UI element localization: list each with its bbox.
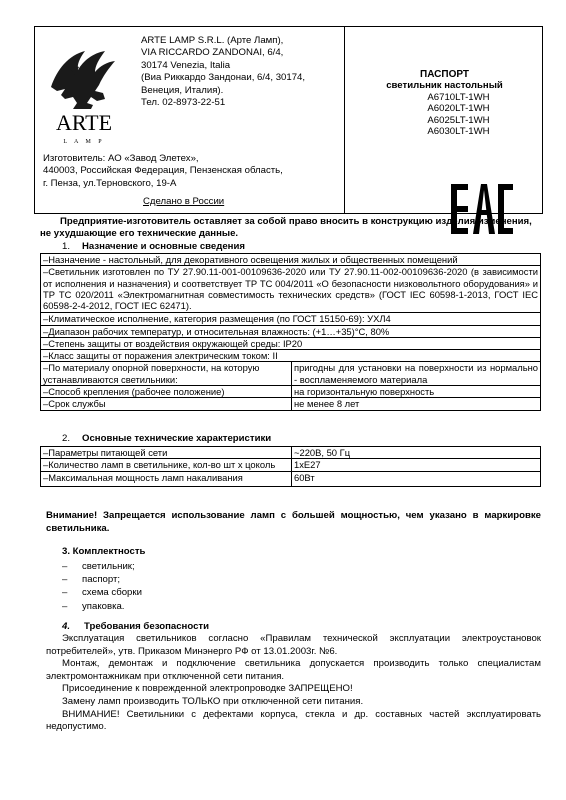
package-list: [62, 560, 142, 613]
made-in-label: Сделано в России: [143, 196, 225, 208]
row-value: на горизонтальную поверхность: [294, 386, 435, 398]
passport-title-block: [345, 69, 544, 137]
section2-number: 2.: [62, 433, 71, 444]
safety-paragraph: Замену ламп производить ТОЛЬКО при отключенной сети питания.: [62, 695, 364, 707]
header-box: [34, 26, 543, 214]
arte-lamp-logo: [43, 39, 125, 147]
brand-line: VIA RICCARDO ZANDONAI, 6/4,: [141, 47, 284, 59]
list-item: – схема сборки: [62, 586, 142, 599]
row-key: Срок службы: [48, 398, 106, 410]
section1-table: [40, 253, 541, 411]
maker-line: г. Пенза, ул.Терновского, 19-А: [43, 177, 177, 189]
logo-sub: L A M P: [63, 139, 105, 145]
row-text: Климатическое исполнение, категория размещения (по ГОСТ 15150-69): УХЛ4: [48, 313, 391, 325]
section1-title: [62, 241, 245, 252]
row-value: ~220В, 50 Гц: [294, 447, 351, 458]
maker-line: Изготовитель: АО «Завод Элетех»,: [43, 153, 199, 164]
row-key: Способ крепления (рабочее положение): [48, 386, 225, 398]
row-text: Светильник изготовлен по ТУ 27.90.11-001-00109636-2020 или ТУ 27.90.11-002-00109636-2020 (в зависимости от исполнения и назначения) и соответствует ТР ТС 004/2011 «О безопасности низковольтного оборудования» и ТР ТС 020/2011 «Электромагнитная совместимость технических средств» (ГОСТ IEC 60598-1-2013, ГОСТ IEC 60598-2-4-2012, ГОСТ IEC 62471).: [43, 266, 538, 312]
brand-address: [141, 35, 341, 109]
table-row: [41, 325, 541, 337]
brand-line: Тел. 02-8973-22-51: [141, 97, 226, 109]
logo-word: ARTE: [55, 110, 113, 135]
row-value: 60Вт: [294, 471, 315, 483]
table-row: [41, 471, 541, 486]
table-row: [41, 337, 541, 349]
row-value: не менее 8 лет: [294, 398, 360, 410]
section1-number: 1.: [62, 241, 71, 252]
section3-title: 3. Комплектность: [62, 546, 146, 557]
list-item: – светильник;: [62, 560, 142, 573]
safety-paragraph: ВНИМАНИЕ! Светильники с дефектами корпуса, стекла и др. составных частей эксплуатировать недопустимо.: [46, 708, 541, 733]
table-row: [41, 459, 541, 471]
table-row: [41, 313, 541, 325]
table-row: [41, 254, 541, 266]
safety-paragraph: Присоединение к поврежденной электропроводке ЗАПРЕЩЕНО!: [62, 683, 353, 695]
row-key: Параметры питающей сети: [48, 447, 168, 458]
brand-line: ARTE LAMP S.R.L. (Арте Ламп),: [141, 35, 284, 46]
manufacturer-info: [43, 153, 339, 209]
model-number: A6025LT-1WH: [427, 114, 490, 126]
table-row: [41, 362, 541, 386]
row-key: По материалу опорной поверхности, на которую устанавливаются светильники:: [43, 362, 260, 385]
model-number: A6710LT-1WH: [427, 91, 490, 103]
row-text: Назначение - настольный, для декоративного освещения жилых и общественных помещений: [48, 254, 458, 265]
section2-table-full: [40, 446, 541, 487]
brand-line: Венеция, Италия).: [141, 84, 224, 96]
row-text: Диапазон рабочих температур, и относительная влажность: (+1…+35)°С, 80%: [48, 325, 390, 337]
row-value: 1xE27: [294, 459, 321, 471]
table-row: [41, 266, 541, 313]
table-row: [41, 386, 541, 398]
lamp-power-warning: Внимание! Запрещается использование ламп с большей мощностью, чем указано в маркировке светильника.: [46, 510, 541, 534]
table-row: [41, 398, 541, 410]
model-number: A6020LT-1WH: [427, 103, 490, 115]
table-row: [41, 447, 541, 459]
safety-paragraph: Монтаж, демонтаж и подключение светильника допускается производить только специалистам электромонтажникам при отключенной сети питания.: [46, 658, 541, 682]
brand-line: (Виа Риккардо Зандонаи, 6/4, 30174,: [141, 72, 306, 84]
passport-title: ПАСПОРТ: [420, 69, 469, 80]
row-key: Количество ламп в светильнике, кол-во шт х цоколь: [48, 459, 276, 471]
section2-title: [62, 433, 271, 444]
row-text: Класс защиты от поражения электрическим током: II: [48, 350, 278, 362]
list-item: – паспорт;: [62, 573, 142, 586]
maker-line: 440003, Российская Федерация, Пензенская область,: [43, 165, 283, 177]
section4-title: [62, 621, 209, 632]
section1-label: Назначение и основные сведения: [82, 241, 245, 252]
row-key: Максимальная мощность ламп накаливания: [48, 471, 243, 483]
list-item: – упаковка.: [62, 600, 142, 613]
safety-paragraph: Эксплуатация светильников согласно «Правилам технической эксплуатации электроустановок потребителей», утв. Приказом Минэнерго РФ от 13.01.2003г. №6.: [46, 633, 541, 657]
model-number: A6030LT-1WH: [427, 126, 490, 138]
row-value: пригодны для установки на поверхности из нормально - воспламеняемого материала: [294, 362, 538, 385]
passport-subtitle: светильник настольный: [386, 80, 503, 92]
section4-number: 4.: [62, 621, 71, 632]
section4-label: Требования безопасности: [84, 621, 210, 632]
table-row: [41, 350, 541, 362]
manufacturer-notice: Предприятие-изготовитель оставляет за собой право вносить в конструкцию изделия изменения, не ухудшающие его технические данные.: [40, 216, 532, 240]
row-text: Степень защиты от воздействия окружающей среды: IP20: [48, 337, 303, 349]
brand-line: 30174 Venezia, Italia: [141, 59, 231, 71]
safety-requirements: [46, 633, 541, 734]
section2-label: Основные технические характеристики: [82, 433, 272, 444]
